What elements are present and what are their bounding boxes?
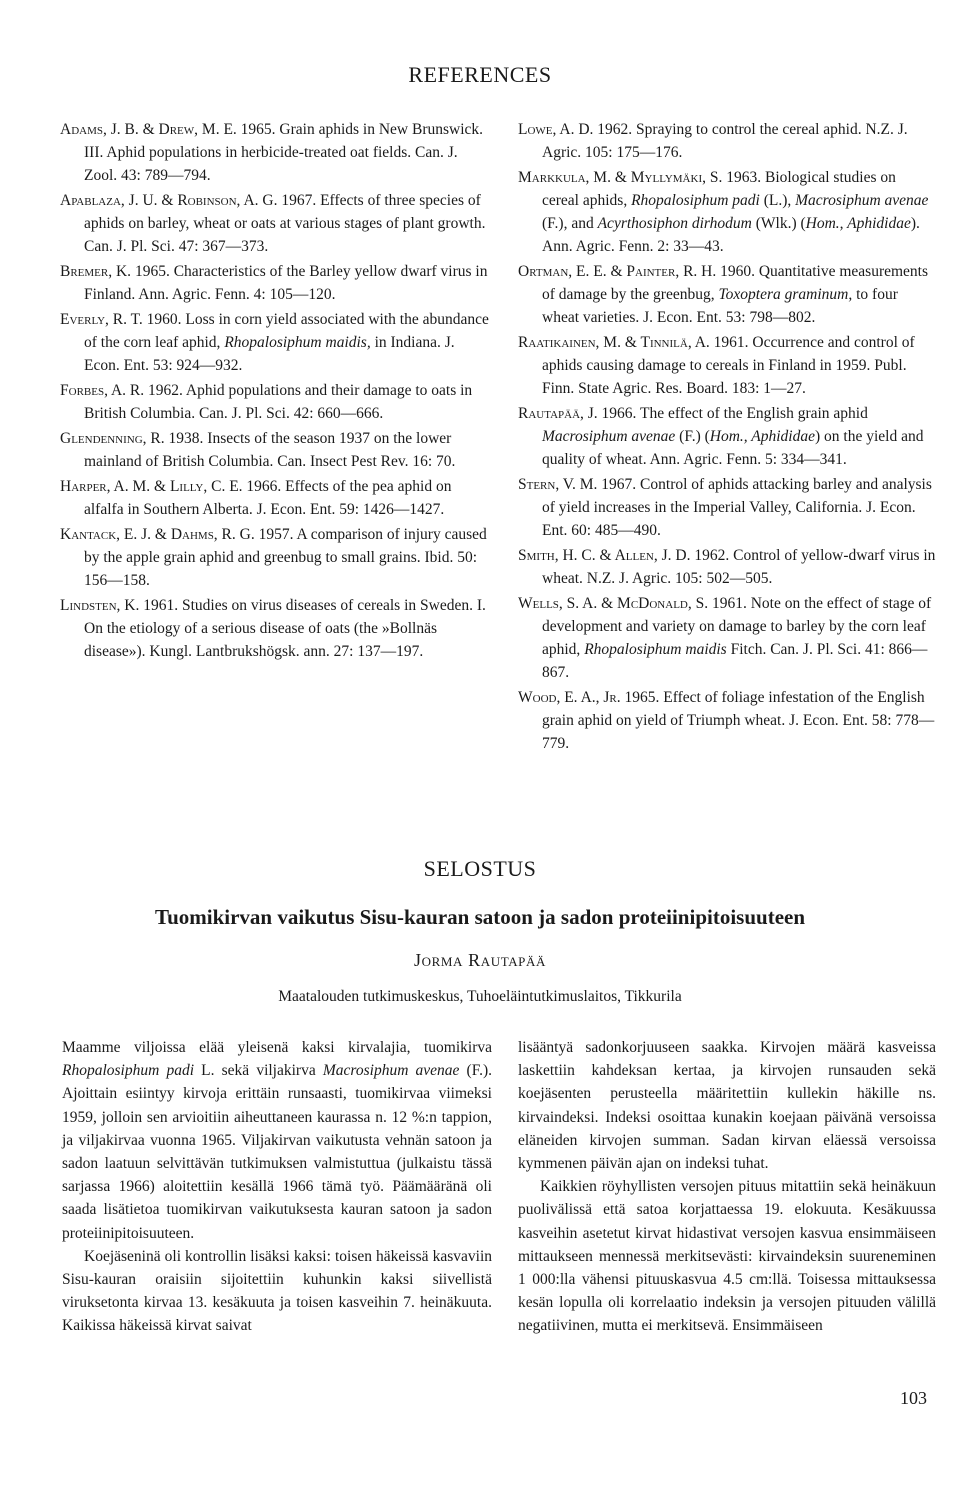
reference-entry [518, 402, 936, 471]
reference-entry [60, 308, 492, 377]
reference-entry [60, 523, 492, 592]
reference-text: to four wheat varieties. J. Econ. Ent. 53: 798—802. [542, 286, 898, 326]
reference-entry [518, 331, 936, 400]
summary-paragraph: Kaikkien röyhyllisten versojen pituus mitattiin sekä heinäkuun puolivälissä että satoa korjattaessa 19. elokuuta. Kesäkuussa kasveihin asetetut kirvat hidastivat versojen kasvua ensimmäiseen mittaukseen mennessä merkitsevästi: kirvaindeksin suureneminen 1 000:lla vähensi pituuskasvua 4.5 cm:llä. Toisessa mittauksessa kesän lopulla oli korrelaatio indeksin ja versojen pituuden välillä negatiivinen, mutta ei merkitsevä. Ensimmäiseen [518, 1178, 936, 1335]
reference-author: Adams, J. B. & Drew, M. E. [60, 121, 237, 138]
reference-author: Ortman, E. E. & Painter, R. H. [518, 263, 717, 280]
reference-entry [60, 475, 492, 521]
reference-taxon: Hom., Aphididae [805, 215, 911, 232]
reference-author: Rautapää, J. [518, 405, 598, 422]
reference-text: 1967. Effects of three species of aphids on barley, wheat or oats at various stages of plant growth. Can. J. Pl. Sci. 47: 367—373. [84, 192, 486, 255]
reference-entry [60, 427, 492, 473]
summary-species: Macrosiphum avenae [322, 1062, 460, 1080]
reference-entry [518, 473, 936, 542]
reference-text: ). Ann. Agric. Fenn. 2: 33—43. [542, 215, 920, 255]
reference-text: (L.), [759, 192, 796, 209]
reference-author: Stern, V. M. [518, 476, 598, 493]
summary-species: Rhopalosiphum padi [62, 1062, 195, 1080]
reference-text: (F.) ( [675, 428, 710, 445]
reference-text: 1960. Quantitative measurements of damage by the greenbug, [542, 263, 929, 303]
reference-entry [518, 592, 936, 684]
reference-author: Markkula, M. & Myllymäki, S. [518, 169, 723, 186]
reference-text: 1960. Loss in corn yield associated with the abundance of the corn leaf aphid, [84, 311, 489, 351]
reference-text: 1961. Studies on virus diseases of cereals in Sweden. I. On the etiology of a serious disease of oats (the »Bollnäs disease»). Kungl. Lantbrukshögsk. ann. 27: 137—197. [84, 597, 486, 660]
reference-author: Wells, S. A. & McDonald, S. [518, 595, 709, 612]
reference-author: Wood, E. A., Jr. [518, 689, 621, 706]
summary-text: L. sekä viljakirva [194, 1062, 323, 1080]
reference-author: Lindsten, K. [60, 597, 140, 614]
reference-species: Macrosiphum avenae [795, 192, 929, 209]
reference-entry [60, 189, 492, 258]
reference-entry [518, 118, 936, 164]
summary-paragraph [62, 1036, 492, 1245]
summary-paragraph: Koejäseninä oli kontrollin lisäksi kaksi: toisen häkeissä kasvaviin Sisu-kauran oraisiin sijoitettiin kuhunkin kaksi siivellistä viruksetonta kirvaa 13. kesäkuuta ja toisen kasveihin 7. heinäkuuta. Kaikissa häkeissä kirvat saivat [62, 1247, 492, 1335]
reference-text: 1965. Effect of foliage infestation of the English grain aphid on yield of Triumph wheat. J. Econ. Ent. 58: 778—779. [542, 689, 935, 752]
summary-text: Maamme viljoissa elää yleisenä kaksi kirvalajia, tuomikirva [62, 1039, 492, 1056]
reference-author: Kantack, E. J. & Dahms, R. G. [60, 526, 255, 543]
reference-text: 1962. Spraying to control the cereal aphid. N.Z. J. Agric. 105: 175—176. [542, 121, 908, 161]
selostus-heading: SELOSTUS [423, 856, 537, 881]
reference-text: 1938. Insects of the season 1937 on the lower mainland of British Columbia. Can. Insect Pest Rev. 16: 70. [84, 430, 456, 470]
reference-text: 1961. Occurrence and control of aphids causing damage to cereals in Finland in 1959. Publ. Finn. State Agric. Res. Board. 183: 1—27. [542, 334, 915, 397]
reference-text: 1966. Effects of the pea aphid on alfalfa in Southern Alberta. J. Econ. Ent. 59: 1426—1427. [84, 478, 452, 518]
article-affiliation: Maatalouden tutkimuskeskus, Tuhoeläintutkimuslaitos, Tikkurila [278, 988, 682, 1005]
page-number: 103 [900, 1388, 927, 1408]
reference-entry [60, 118, 492, 187]
reference-species: Rhopalosiphum maidis, [224, 334, 371, 351]
reference-author: Apablaza, J. U. & Robinson, A. G. [60, 192, 278, 209]
reference-species: Rhopalosiphum padi [631, 192, 760, 209]
reference-text: 1962. Aphid populations and their damage to oats in British Columbia. Can. J. Pl. Sci. 42: 660—666. [84, 382, 473, 422]
reference-text: Fitch. Can. J. Pl. Sci. 41: 866—867. [542, 641, 928, 681]
summary-right-column [518, 1036, 936, 1338]
reference-author: Glendenning, R. [60, 430, 165, 447]
article-author: Jorma Rautapää [414, 950, 546, 970]
references-heading: REFERENCES [408, 62, 552, 87]
reference-entry [60, 594, 492, 663]
article-title: Tuomikirvan vaikutus Sisu-kauran satoon ja sadon proteiinipitoisuuteen [154, 905, 806, 929]
reference-text: in Indiana. J. Econ. Ent. 53: 924—932. [84, 334, 455, 374]
reference-author: Bremer, K. [60, 263, 132, 280]
references-right-column [518, 118, 936, 757]
reference-text: 1966. The effect of the English grain aphid [597, 405, 868, 422]
reference-text: 1967. Control of aphids attacking barley and analysis of yield increases in the Imperial Valley, California. J. Econ. Ent. 60: 485—490. [542, 476, 932, 539]
reference-author: Lowe, A. D. [518, 121, 594, 138]
reference-text: 1965. Grain aphids in New Brunswick. III. Aphid populations in herbicide-treated oat fields. Can. J. Zool. 43: 789—794. [84, 121, 484, 184]
reference-author: Raatikainen, M. & Tinnilä, A. [518, 334, 710, 351]
reference-entry [518, 544, 936, 590]
reference-text: 1961. Note on the effect of stage of development and variety on damage to barley by the corn leaf aphid, [542, 595, 932, 658]
reference-author: Forbes, A. R. [60, 382, 145, 399]
reference-author: Harper, A. M. & Lilly, C. E. [60, 478, 243, 495]
reference-text: 1965. Characteristics of the Barley yellow dwarf virus in Finland. Ann. Agric. Fenn. 4: 105—120. [84, 263, 488, 303]
reference-species: Macrosiphum avenae [542, 428, 676, 445]
reference-text: (Wlk.) ( [751, 215, 806, 232]
reference-entry [60, 379, 492, 425]
reference-species: Acyrthosiphon dirhodum [597, 215, 752, 232]
summary-paragraph: lisääntyä sadonkorjuuseen saakka. Kirvojen määrä kasveissa laskettiin kahdeksan kertaa, ja kirvojen runsauden sekä koejäsenten perusteella määritettiin kullekin häkille ns. kirvaindeksi. Indeksi osoittaa kunakin koejaan päivänä versoissa eläneiden kirvojen summan. Sadan kirvan eläessä versoissa kymmenen päivän ajan on indeksi tuhat. [518, 1039, 936, 1173]
reference-entry [60, 260, 492, 306]
reference-text: ) on the yield and quality of wheat. Ann. Agric. Fenn. 5: 334—341. [542, 428, 924, 468]
summary-left-column [62, 1036, 492, 1338]
reference-entry [518, 166, 936, 258]
reference-species: Toxoptera graminum, [718, 286, 853, 303]
reference-taxon: Hom., Aphididae [709, 428, 815, 445]
reference-text: 1963. Biological studies on cereal aphids, [542, 169, 896, 209]
reference-text: (F.), and [542, 215, 598, 232]
reference-author: Everly, R. T. [60, 311, 143, 328]
summary-text: (F.). Ajoittain esiintyy kirvoja erittäin runsaasti, tuomikirvaa viimeksi 1959, jolloin sen arvioitiin aiheuttaneen kaurassa n. 12 %:n tappion, ja viljakirvaa vuonna 1965. Viljakirvan vaikutusta vehnän satoon ja sadon laatuun selvittävän tutkimuksen valmistuttua (julkaistu tässä sarjassa 1966) aloitettiin kesällä 1966 tämä työ. Päämääränä oli saada lisätietoa tuomikirvan vaikutuksesta kauran satoon ja sadon proteiinipitoisuuteen. [62, 1062, 493, 1242]
reference-species: Rhopalosiphum maidis [584, 641, 727, 658]
references-left-column [60, 118, 492, 665]
reference-text: 1962. Control of yellow-dwarf virus in wheat. N.Z. J. Agric. 105: 502—505. [542, 547, 936, 587]
reference-entry [518, 686, 936, 755]
reference-entry [518, 260, 936, 329]
reference-text: 1957. A comparison of injury caused by the apple grain aphid and greenbug to small grains. Ibid. 50: 156—158. [84, 526, 487, 589]
reference-author: Smith, H. C. & Allen, J. D. [518, 547, 691, 564]
